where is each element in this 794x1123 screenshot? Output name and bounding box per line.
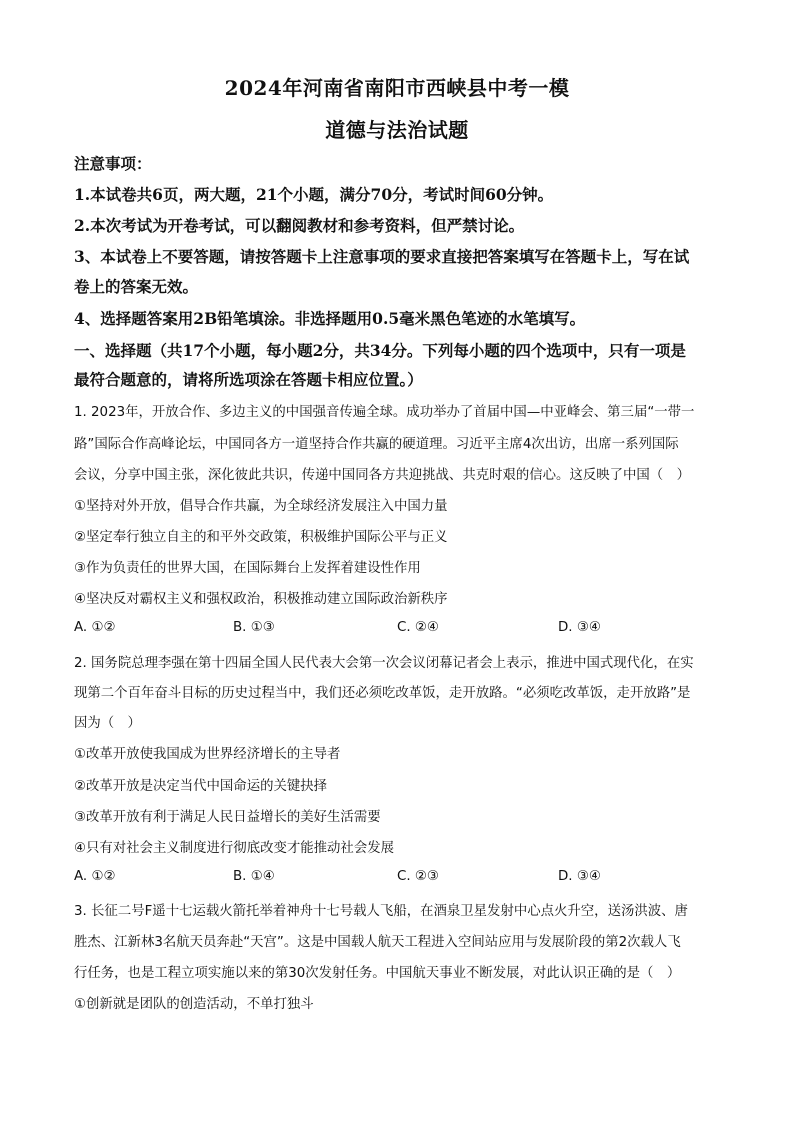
notice-item: 4、选择题答案用2B铅笔填涂。非选择题用0.5毫米黑色笔迹的水笔填写。 [74,309,586,328]
question-stem: 现第二个百年奋斗目标的历史过程当中，我们还必须吃改革饭，走开放路。“必须吃改革饭，走开放路”是 [74,686,691,701]
option-b: B. ①④ [233,869,275,884]
question-stem: 会议，分享中国主张，深化彼此共识，传递中国同各方共迎挑战、共克时艰的信心。这反映了中国（ ） [74,468,690,483]
question-stem: 胜杰、江新林3名航天员奔赴“天宫”。这是中国载人航天工程进入空间站应用与发展阶段的第2次载人飞 [74,935,681,950]
option-c: C. ②④ [397,620,439,635]
option-d: D. ③④ [558,620,601,635]
question-stem: 3. 长征二号F遥十七运载火箭托举着神舟十七号载人飞船，在酒泉卫星发射中心点火升空，送汤洪波、唐 [74,904,688,919]
statement: ①创新就是团队的创造活动，不单打独斗 [74,997,314,1012]
section-heading: 最符合题意的，请将所选项涂在答题卡相应位置。） [74,370,423,389]
notice-item: 2.本次考试为开卷考试，可以翻阅教材和参考资料，但严禁讨论。 [74,216,525,235]
question-stem: 2. 国务院总理李强在第十四届全国人民代表大会第一次会议闭幕记者会上表示，推进中国式现代化，在实 [74,656,694,671]
notice-item: 卷上的答案无效。 [74,277,199,296]
option-c: C. ②③ [397,869,439,884]
statement: ④只有对社会主义制度进行彻底改变才能推动社会发展 [74,841,394,856]
option-a: A. ①② [74,869,116,884]
statement: ①坚持对外开放，倡导合作共赢，为全球经济发展注入中国力量 [74,499,448,514]
question-stem: 因为（ ） [74,716,141,731]
statement: ④坚决反对霸权主义和强权政治，积极推动建立国际政治新秩序 [74,592,448,607]
option-a: A. ①② [74,620,116,635]
statement: ③作为负责任的世界大国，在国际舞台上发挥着建设性作用 [74,561,421,576]
statement: ②坚定奉行独立自主的和平外交政策，积极维护国际公平与正义 [74,530,448,545]
section-heading: 一、选择题（共17个小题，每小题2分，共34分。下列每小题的四个选项中，只有一项是 [74,341,686,360]
option-d: D. ③④ [558,869,601,884]
question-stem: 行任务，也是工程立项实施以来的第30次发射任务。中国航天事业不断发展，对此认识正确的是（ ） [74,966,681,981]
notice-item: 1.本试卷共6页，两大题，21个小题，满分70分，考试时间60分钟。 [74,185,554,204]
notice-item: 3、本试卷上不要答题，请按答题卡上注意事项的要求直接把答案填写在答题卡上，写在试 [74,247,690,266]
statement: ②改革开放是决定当代中国命运的关键抉择 [74,779,328,794]
statement: ③改革开放有利于满足人民日益增长的美好生活需要 [74,810,381,825]
option-b: B. ①③ [233,620,275,635]
question-stem: 路”国际合作高峰论坛，中国同各方一道坚持合作共赢的硬道理。习近平主席4次出访，出席一系列国际 [74,437,679,452]
statement: ①改革开放使我国成为世界经济增长的主导者 [74,747,341,762]
exam-title: 2024年河南省南阳市西峡县中考一模 [224,76,570,100]
notice-heading: 注意事项： [74,154,152,173]
exam-subtitle: 道德与法治试题 [325,118,469,142]
question-stem: 1. 2023年，开放合作、多边主义的中国强音传遍全球。成功举办了首届中国—中亚峰会、第三届“一带一 [74,405,695,420]
